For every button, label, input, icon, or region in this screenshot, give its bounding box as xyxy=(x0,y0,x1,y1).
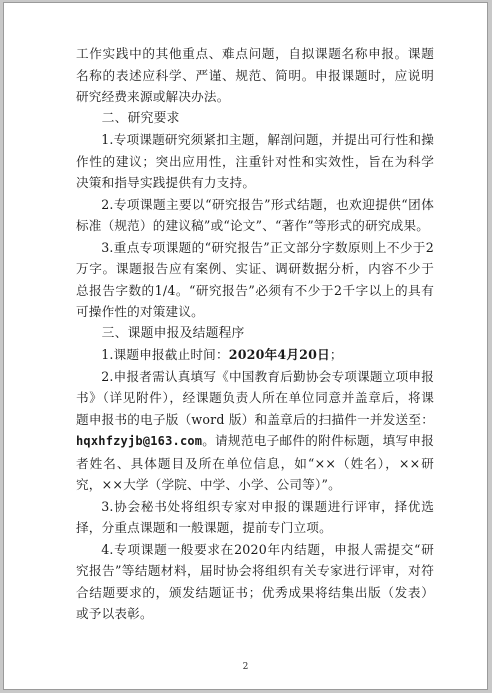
submission-instructions: 2.申报者需认真填写《中国教育后勤协会专项课题立项申报书》（详见附件），经课题负责人所在单位同意并盖章后，将课题申报书的电子版（word 版）和盖章后的扫描件一并发送至： xyxy=(76,368,434,427)
submission-email: hqxhfzyjb@163.com xyxy=(76,434,203,448)
intro-paragraph: 工作实践中的其他重点、难点问题，自拟课题名称申报。课题名称的表述应科学、严谨、规范、简明。申报课题时，应说明研究经费来源或解决办法。 xyxy=(76,46,434,104)
section-2-item-3: 3.重点专项课题的“研究报告”正文部分字数原则上不少于2万字。课题报告应有案例、实证、调研数据分析，内容不少于总报告字数的1/4。“研究报告”必须有不少于2千字以上的具有可操作性的对策建议。 xyxy=(76,239,434,319)
section-3-item-4: 4.专项课题一般要求在2020年内结题，申报人需提交“研究报告”等结题材料，届时协会将组织有关专家进行评审，对符合结题要求的，颁发结题证书；优秀成果将结集出版（发表）或予以表彰。 xyxy=(76,541,434,621)
email-title-instructions: 。请规范电子邮件的附件标题，填写申报者姓名、具体题目及所在单位信息，如“××（姓名），××研究，××大学（学院、中学、小学、公司等）”。 xyxy=(76,433,434,492)
section-3-item-3: 3.协会秘书处将组织专家对申报的课题进行评审，择优选择，分重点课题和一般课题，提前专门立项。 xyxy=(76,498,434,535)
page-number: 2 xyxy=(242,662,249,672)
section-3-heading: 三、课题申报及结题程序 xyxy=(101,325,245,341)
section-2-item-1: 1.专项课题研究须紧扣主题，解剖问题，并提出可行性和操作性的建议；突出应用性，注重针对性和实效性，旨在为科学决策和指导实践提供有力支持。 xyxy=(76,132,434,190)
section-2-item-2: 2.专项课题主要以“研究报告”形式结题，也欢迎提供“团体标准（规范）的建议稿”或“论文”、“著作”等形式的研究成果。 xyxy=(76,196,434,233)
deadline-date: 2020年4月20日 xyxy=(228,347,330,362)
page-content xyxy=(76,43,434,625)
section-3-item-1 xyxy=(76,344,434,366)
deadline-end: ； xyxy=(329,347,343,362)
section-3-item-2 xyxy=(76,366,434,496)
section-2-heading: 二、研究要求 xyxy=(101,110,180,126)
document-page xyxy=(3,2,488,690)
deadline-label: 1.课题申报截止时间： xyxy=(101,347,229,362)
